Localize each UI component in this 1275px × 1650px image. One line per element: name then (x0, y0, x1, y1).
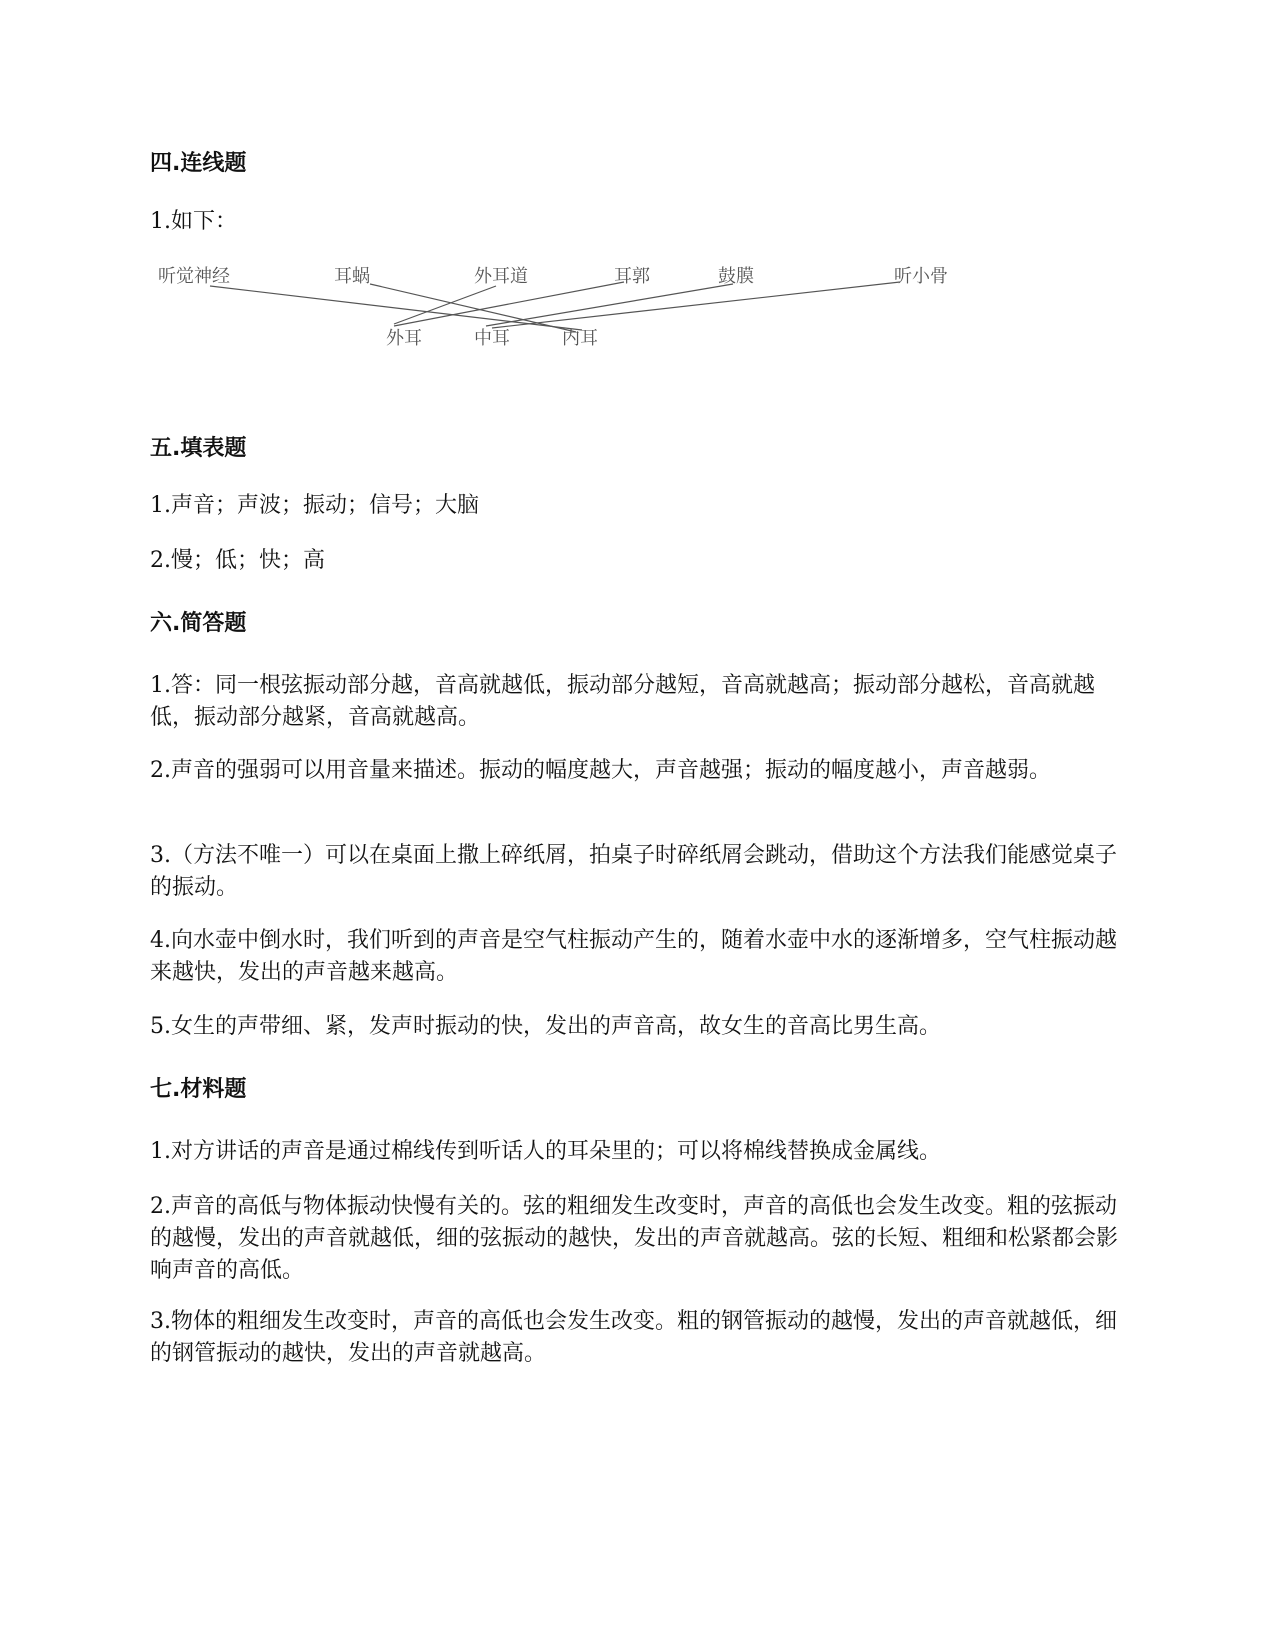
line-erguo-waier (394, 282, 624, 326)
short-answer-item-2: 2.声音的强弱可以用音量来描述。振动的幅度越大，声音越强；振动的幅度越小，声音越弱。 (150, 758, 1051, 783)
ear-matching-diagram (150, 262, 1010, 370)
material-item-3: 3.物体的粗细发生改变时，声音的高低也会发生改变。粗的钢管振动的越慢，发出的声音就越低，细的钢管振动的越快，发出的声音就越高。 (150, 1309, 1117, 1366)
fill-table-item-2: 2.慢；低；快；高 (150, 548, 325, 573)
label-waier: 外耳 (386, 328, 422, 349)
section-heading-matching: 四.连线题 (150, 151, 247, 176)
label-neier: 内耳 (562, 328, 598, 349)
section-heading-short-answer: 六.简答题 (150, 611, 247, 636)
label-waierdao: 外耳道 (474, 266, 528, 287)
material-item-2: 2.声音的高低与物体振动快慢有关的。弦的粗细发生改变时，声音的高低也会发生改变。粗的弦振动的越慢，发出的声音就越低，细的弦振动的越快，发出的声音就越高。弦的长短、粗细和松紧都会影响声音的高低。 (150, 1194, 1119, 1283)
matching-lines-svg (150, 262, 1010, 370)
material-item-1: 1.对方讲话的声音是通过棉线传到听话人的耳朵里的；可以将棉线替换成金属线。 (150, 1139, 941, 1164)
short-answer-item-5: 5.女生的声带细、紧，发声时振动的快，发出的声音高，故女生的音高比男生高。 (150, 1014, 941, 1039)
fill-table-item-1: 1.声音；声波；振动；信号；大脑 (150, 493, 479, 518)
section-heading-fill-table: 五.填表题 (150, 436, 247, 461)
short-answer-item-1: 1.答：同一根弦振动部分越，音高就越低，振动部分越短，音高就越高；振动部分越松，音高就越低，振动部分越紧，音高就越高。 (150, 673, 1095, 730)
label-tingxiaogu: 听小骨 (894, 266, 948, 287)
short-answer-item-4: 4.向水壶中倒水时，我们听到的声音是空气柱振动产生的，随着水壶中水的逐渐增多，空气柱振动越来越快，发出的声音越来越高。 (150, 928, 1117, 985)
matching-q1-intro: 1.如下： (150, 209, 237, 234)
label-guomo: 鼓膜 (718, 266, 754, 287)
short-answer-item-3: 3.（方法不唯一）可以在桌面上撒上碎纸屑，拍桌子时碎纸屑会跳动，借助这个方法我们能感觉桌子的振动。 (150, 843, 1117, 900)
line-tingxiaogu-zhonger (492, 282, 900, 328)
label-tingjueshenjing: 听觉神经 (158, 266, 230, 287)
label-erwo: 耳蜗 (334, 266, 370, 287)
label-zhonger: 中耳 (474, 328, 510, 349)
label-erguo: 耳郭 (614, 266, 650, 287)
section-heading-material: 七.材料题 (150, 1077, 247, 1102)
